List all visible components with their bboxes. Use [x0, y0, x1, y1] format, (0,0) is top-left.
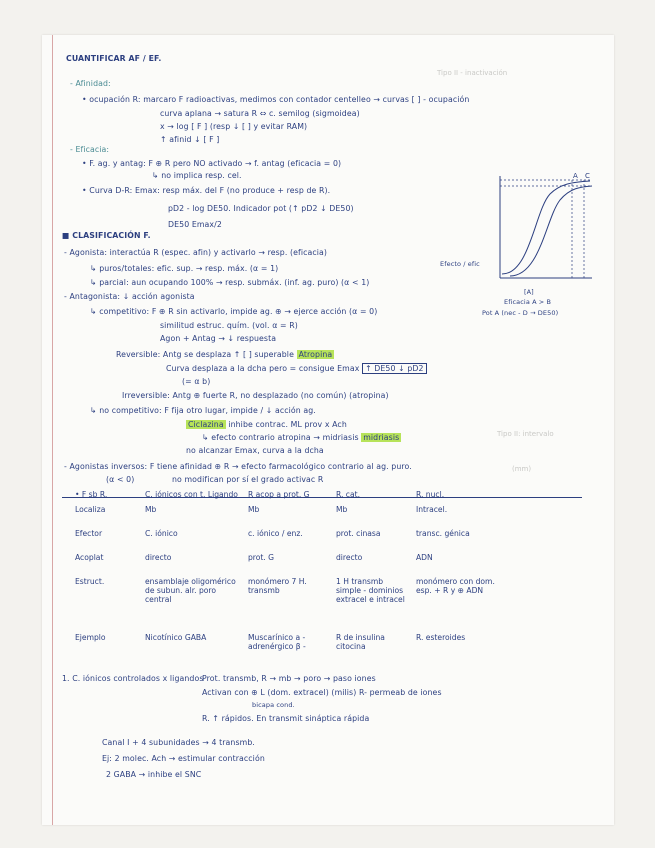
- bleed-text: Tipo II - inactivación: [437, 69, 508, 77]
- table-cell: transc. génica: [415, 529, 470, 538]
- table-row: [70, 631, 501, 665]
- eficacia-line: pD2 - log DE50. Indicador pot (↑ pD2 ↓ DE50): [168, 204, 354, 213]
- afinidad-line: • ocupación R: marcaro F radioactivas, medimos con contador centelleo → curvas [ ] - ocupación: [82, 95, 470, 104]
- highlight-ciclazina: Ciclazina: [188, 420, 224, 429]
- no-competitivo-line: ↳ efecto contrario atropina → midriasis midriasis: [202, 433, 400, 442]
- highlight-atropina: Atropina: [298, 350, 333, 359]
- table-cell: monómero 7 H. transmb: [247, 577, 307, 595]
- eficacia-line: • F. ag. y antag: F ⊕ R pero NO activado → f. antag (eficacia = 0): [82, 159, 342, 168]
- table-header-row: [70, 488, 501, 503]
- afinidad-line: x → log [ F ] (resp ↓ [ ] y evitar RAM): [160, 122, 308, 131]
- antagonista-line: Agon + Antag → ↓ respuesta: [160, 334, 277, 343]
- table-row: [70, 527, 501, 551]
- canales-line: Ej: 2 molec. Ach → estimular contracción: [102, 754, 265, 763]
- curve-b-label: C: [585, 172, 590, 180]
- table-cell: Mb: [145, 505, 157, 514]
- graph-caption: Pot A (nec - D → DE50): [482, 309, 559, 317]
- antagonista-line: similitud estruc. quím. (vol. α = R): [160, 321, 298, 330]
- heading-afinidad: - Afinidad:: [70, 79, 111, 88]
- table-cell: C. iónico: [145, 529, 178, 538]
- table-cell: ensamblaje oligomérico de subun. alr. poro central: [145, 577, 236, 604]
- table-row-label: Ejemplo: [75, 633, 106, 642]
- table-cell: Mb: [247, 505, 260, 514]
- curve-a-label: A: [573, 172, 578, 180]
- table-row-label: Localiza: [75, 505, 106, 514]
- irreversible-line: Irreversible: Antg ⊕ fuerte R, no desplazado (no común) (atropina): [122, 391, 389, 400]
- afinidad-line: ↑ afinid ↓ [ F ]: [160, 135, 220, 144]
- table-header-cell: C. iónicos con t. Ligando: [145, 490, 238, 499]
- table-cell: Nicotínico GABA: [145, 633, 207, 642]
- agonista-line: ↳ parcial: aun ocupando 100% → resp. submáx. (inf. ag. puro) (α < 1): [90, 278, 370, 287]
- agonista-line: ↳ puros/totales: efic. sup. → resp. máx. (α = 1): [90, 264, 279, 273]
- table-cell: ADN: [415, 553, 433, 562]
- table-cell: Intracel.: [415, 505, 448, 514]
- canales-line: 2 GABA → inhibe el SNC: [106, 770, 202, 779]
- reversible-line: Curva desplaza a la dcha pero = consigue Emax ↑ DE50 ↓ pD2: [166, 365, 427, 373]
- table-row-label: Estruct.: [75, 577, 105, 586]
- table-cell: directo: [145, 553, 172, 562]
- table-cell: prot. cinasa: [335, 529, 381, 538]
- table-header-cell: R. nucl.: [415, 490, 445, 499]
- eficacia-line: • Curva D-R: Emax: resp máx. del F (no produce + resp de R).: [82, 186, 331, 195]
- antagonista-line: - Antagonista: ↓ acción agonista: [64, 292, 195, 301]
- no-competitivo-line: no alcanzar Emax, curva a la dcha: [186, 446, 324, 455]
- highlight-midriasis: midriasis: [363, 433, 400, 442]
- table-header-cell: • F sb R.: [75, 490, 108, 499]
- table-header-cell: R acop a prot. G: [247, 490, 310, 499]
- curve-b: [510, 186, 592, 276]
- table-cell: directo: [335, 553, 363, 562]
- no-competitivo-line: ↳ no competitivo: F fija otro lugar, impide / ↓ acción ag.: [90, 406, 316, 415]
- table-cell: Muscarínico a - adrenérgico β -: [247, 633, 306, 651]
- bleed-text: (mm): [512, 465, 532, 473]
- table-cell: R de insulina citocina: [335, 633, 385, 651]
- eficacia-line: ↳ no implica resp. cel.: [152, 171, 242, 180]
- title-cuantificar: CUANTIFICAR AF / EF.: [66, 54, 162, 63]
- table-row-label: Efector: [75, 529, 103, 538]
- curve-a: [502, 181, 590, 274]
- table-cell: 1 H transmb simple - dominios extracel e intracel: [335, 577, 405, 604]
- heading-canales: 1. C. iónicos controlados x ligandos: [62, 674, 204, 683]
- canales-line: R. ↑ rápidos. En transmit sináptica rápida: [202, 714, 370, 723]
- reversible-line: (= α b): [182, 377, 211, 386]
- table-row: [70, 575, 501, 631]
- receptor-table: [70, 488, 501, 665]
- canales-line: bicapa cond.: [252, 701, 295, 709]
- afinidad-line: curva aplana → satura R ⇔ c. semilog (sigmoidea): [160, 109, 360, 118]
- dose-response-svg: [480, 170, 600, 290]
- table-cell: Mb: [335, 505, 348, 514]
- notebook-page: [42, 35, 614, 825]
- agonista-inverso-line: - Agonistas inversos: F tiene afinidad ⊕ R → efecto farmacológico contrario al ag. puro.: [64, 462, 412, 471]
- table-cell: prot. G: [247, 553, 275, 562]
- graph-caption: Eficacia A > B: [504, 298, 552, 306]
- canales-line: Activan con ⊕ L (dom. extracel) (milis) R- permeab de iones: [202, 688, 442, 697]
- table-header-cell: R. cat.: [335, 490, 361, 499]
- antagonista-line: ↳ competitivo: F ⊕ R sin activarlo, impide ag. ⊕ → ejerce acción (α = 0): [90, 307, 378, 316]
- agonista-inverso-line: no modifican por sí el grado activac R: [172, 475, 324, 484]
- canales-line: Canal I + 4 subunidades → 4 transmb.: [102, 738, 255, 747]
- table-cell: monómero con dom. esp. + R y ⊕ ADN: [415, 577, 495, 595]
- boxed-de50: ↑ DE50 ↓ pD2: [362, 363, 426, 374]
- agonista-line: - Agonista: interactúa R (espec. afin) y activarlo → resp. (eficacia): [64, 248, 328, 257]
- dose-response-graph: [480, 170, 600, 290]
- heading-eficacia: - Eficacia:: [70, 145, 110, 154]
- no-competitivo-line: Ciclazina inhibe contrac. ML prov x Ach: [188, 420, 347, 429]
- bleed-text: Tipo II: intervalo: [497, 430, 554, 438]
- table-cell: c. iónico / enz.: [247, 529, 303, 538]
- agonista-inverso-line: (α < 0): [106, 475, 135, 484]
- table-row: [70, 551, 501, 575]
- heading-clasificacion: ■ CLASIFICACIÓN F.: [62, 231, 151, 240]
- canales-line: Prot. transmb, R → mb → poro → paso iones: [202, 674, 376, 683]
- margin-line: [52, 35, 53, 825]
- table-row: [70, 503, 501, 527]
- eficacia-line: DE50 Emax/2: [168, 220, 222, 229]
- reversible-line: Reversible: Antg se desplaza ↑ [ ] superable Atropina: [116, 350, 333, 359]
- graph-xlabel: [A]: [524, 288, 534, 296]
- graph-ylabel: Efecto / efic: [440, 260, 480, 268]
- table-row-label: Acoplat: [75, 553, 104, 562]
- table-cell: R. esteroides: [415, 633, 466, 642]
